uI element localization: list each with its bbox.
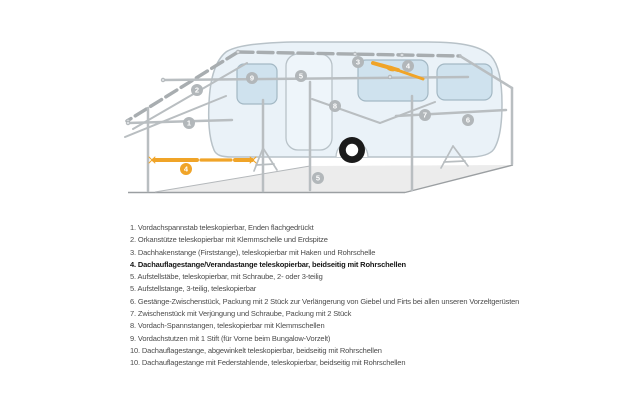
part-marker-label: 5	[315, 173, 321, 183]
caravan-window-front	[237, 64, 277, 104]
part-marker-label: 8	[332, 101, 338, 111]
parts-list-item: 8. Vordach-Spannstangen, teleskopierbar mit Klemmschellen	[130, 321, 325, 331]
parts-list-item: 3. Dachhakenstange (Firststange), teleskopierbar mit Haken und Rohrschelle	[130, 247, 376, 257]
parts-list-item: 2. Orkanstütze teleskopierbar mit Klemmschelle und Erdspitze	[130, 235, 328, 245]
part-marker-label: 5	[298, 71, 304, 81]
parts-list-item: 4. Dachauflagestange/Verandastange teleskopierbar, beidseitig mit Rohrschellen	[130, 259, 406, 269]
part-marker-label: 3	[355, 57, 361, 67]
part-marker-label: 4	[405, 61, 411, 71]
parts-list-item: 1. Vordachspannstab teleskopierbar, Enden flachgedrückt	[130, 223, 314, 232]
parts-list-item: 6. Gestänge-Zwischenstück, Packung mit 2 Stück zur Verlängerung von Giebel und Firts bei allen unseren Vorzeltgerüsten	[130, 296, 520, 306]
parts-list-item: 7. Zwischenstück mit Verjüngung und Schraube, Packung mit 2 Stück	[130, 309, 352, 319]
part-marker-label: 1	[186, 118, 192, 128]
parts-list-item: 5. Aufstellstange, 3-teilig, teleskopierbar	[130, 284, 257, 294]
parts-list-item: 10. Dachauflagestange, abgewinkelt teleskopierbar, beidseitig mit Rohrschellen	[130, 345, 382, 355]
caravan-window-middle	[355, 57, 428, 101]
parts-list	[130, 222, 600, 370]
part-marker-label: 7	[422, 110, 428, 120]
parts-list-item: 9. Vordachstutzen mit 1 Stift (für Vorne beim Bungalow-Vorzelt)	[130, 333, 331, 343]
part-marker-label: 6	[465, 115, 471, 125]
wheel-hub	[346, 144, 358, 156]
parts-list-item: 5. Aufstellstäbe, teleskopierbar, mit Schraube, 2- oder 3-teilig	[130, 272, 323, 282]
part-marker-label: 2	[194, 85, 200, 95]
part-marker-label: 4	[183, 164, 189, 174]
parts-list-item: 10. Dachauflagestange mit Federstahlende, teleskopierbar, beidseitig mit Rohrschellen	[130, 358, 406, 368]
part-marker-label: 9	[249, 73, 255, 83]
